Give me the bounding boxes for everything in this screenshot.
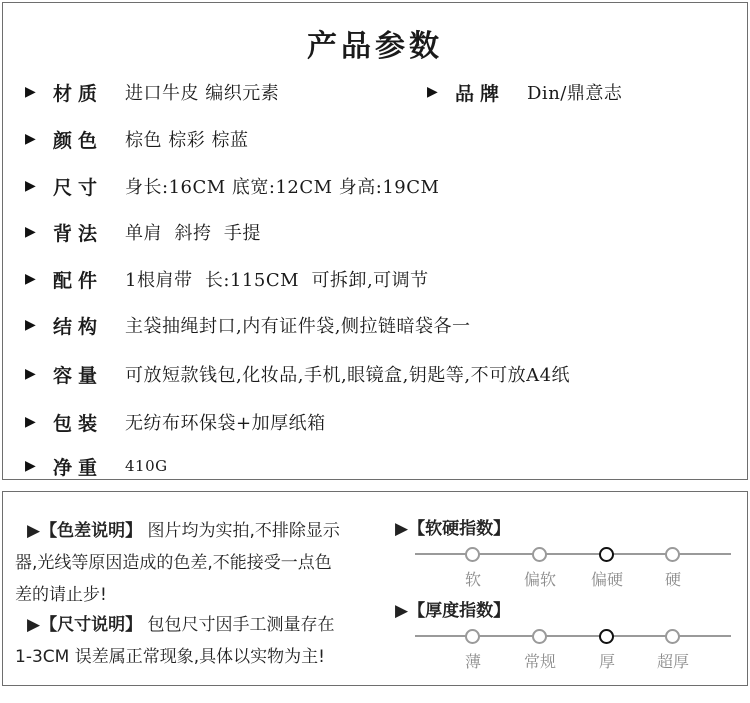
param-value: 1根肩带 长:115CM 可拆卸,可调节 [125, 270, 429, 291]
param-label: 材质 [53, 82, 104, 105]
size-note-heading: ▶【尺寸说明】 [27, 615, 143, 635]
param-label: 净重 [53, 456, 104, 479]
arrow-icon: ▶ [25, 131, 36, 147]
param-row-carry [25, 217, 261, 247]
param-row-capacity [25, 359, 570, 389]
page-title: 产品参数 [307, 29, 443, 64]
param-value: 单肩 斜挎 手提 [125, 223, 261, 244]
param-value: 棕色 棕彩 棕蓝 [125, 130, 249, 151]
param-label: 品牌 [455, 82, 506, 105]
thickness-dot-thick [599, 629, 614, 644]
param-value: 进口牛皮 编织元素 [125, 83, 280, 104]
hardness-dot-semi-hard [599, 547, 614, 562]
hardness-title: ▶【软硬指数】 [395, 519, 511, 539]
thickness-title: ▶【厚度指数】 [395, 601, 511, 621]
param-row-material [25, 77, 279, 107]
param-label: 背法 [53, 222, 104, 245]
param-row-weight [25, 451, 168, 481]
thickness-dot-normal [532, 629, 547, 644]
arrow-icon: ▶ [427, 84, 438, 100]
param-label: 容量 [53, 364, 104, 387]
arrow-icon: ▶ [25, 84, 36, 100]
param-row-brand [427, 77, 622, 107]
param-label: 颜色 [53, 129, 104, 152]
param-value: 可放短款钱包,化妆品,手机,眼镜盒,钥匙等,不可放A4纸 [125, 365, 571, 386]
param-row-size [25, 171, 439, 201]
hardness-label: 软 [464, 570, 481, 589]
hardness-dot-soft [465, 547, 480, 562]
hardness-scale-line [415, 553, 731, 555]
hardness-label: 硬 [664, 570, 681, 589]
param-label: 配件 [53, 269, 104, 292]
color-note-text: 图片均为实拍,不排除显示 [147, 521, 340, 541]
color-note-line2: 器,光线等原因造成的色差,不能接受一点色 [15, 553, 332, 573]
color-note-heading: ▶【色差说明】 [27, 521, 143, 541]
hardness-label: 偏软 [523, 570, 556, 589]
size-note-line2: 1-3CM 误差属正常现象,具体以实物为主! [15, 647, 325, 667]
thickness-dot-extra-thick [665, 629, 680, 644]
product-params-panel [2, 2, 748, 480]
param-label: 结构 [53, 315, 104, 338]
param-value: 身长:16CM 底宽:12CM 身高:19CM [125, 177, 440, 198]
color-note-line3: 差的请止步! [15, 585, 107, 605]
arrow-icon: ▶ [25, 178, 36, 194]
param-value: 主袋抽绳封口,内有证件袋,侧拉链暗袋各一 [125, 316, 471, 337]
notes-panel [2, 491, 748, 686]
thickness-label: 薄 [464, 652, 481, 671]
param-value: 410G [125, 457, 168, 475]
hardness-dot-hard [665, 547, 680, 562]
arrow-icon: ▶ [25, 224, 36, 240]
thickness-label: 厚 [598, 652, 615, 671]
thickness-label: 常规 [523, 652, 556, 671]
arrow-icon: ▶ [25, 414, 36, 430]
param-row-accessory [25, 264, 429, 294]
param-value: Din/鼎意志 [527, 83, 623, 104]
thickness-label: 超厚 [656, 652, 689, 671]
param-label: 包装 [53, 412, 104, 435]
thickness-dot-thin [465, 629, 480, 644]
hardness-label: 偏硬 [590, 570, 623, 589]
arrow-icon: ▶ [25, 458, 36, 474]
size-note-text: 包包尺寸因手工测量存在 [147, 615, 335, 635]
arrow-icon: ▶ [25, 271, 36, 287]
color-note-line1 [27, 516, 340, 541]
size-note-line1 [27, 610, 334, 635]
arrow-icon: ▶ [25, 317, 36, 333]
param-row-structure [25, 310, 470, 340]
thickness-scale-line [415, 635, 731, 637]
hardness-dot-semi-soft [532, 547, 547, 562]
param-row-color [25, 124, 248, 154]
param-row-package [25, 407, 326, 437]
arrow-icon: ▶ [25, 366, 36, 382]
param-value: 无纺布环保袋+加厚纸箱 [125, 413, 326, 434]
param-label: 尺寸 [53, 176, 104, 199]
